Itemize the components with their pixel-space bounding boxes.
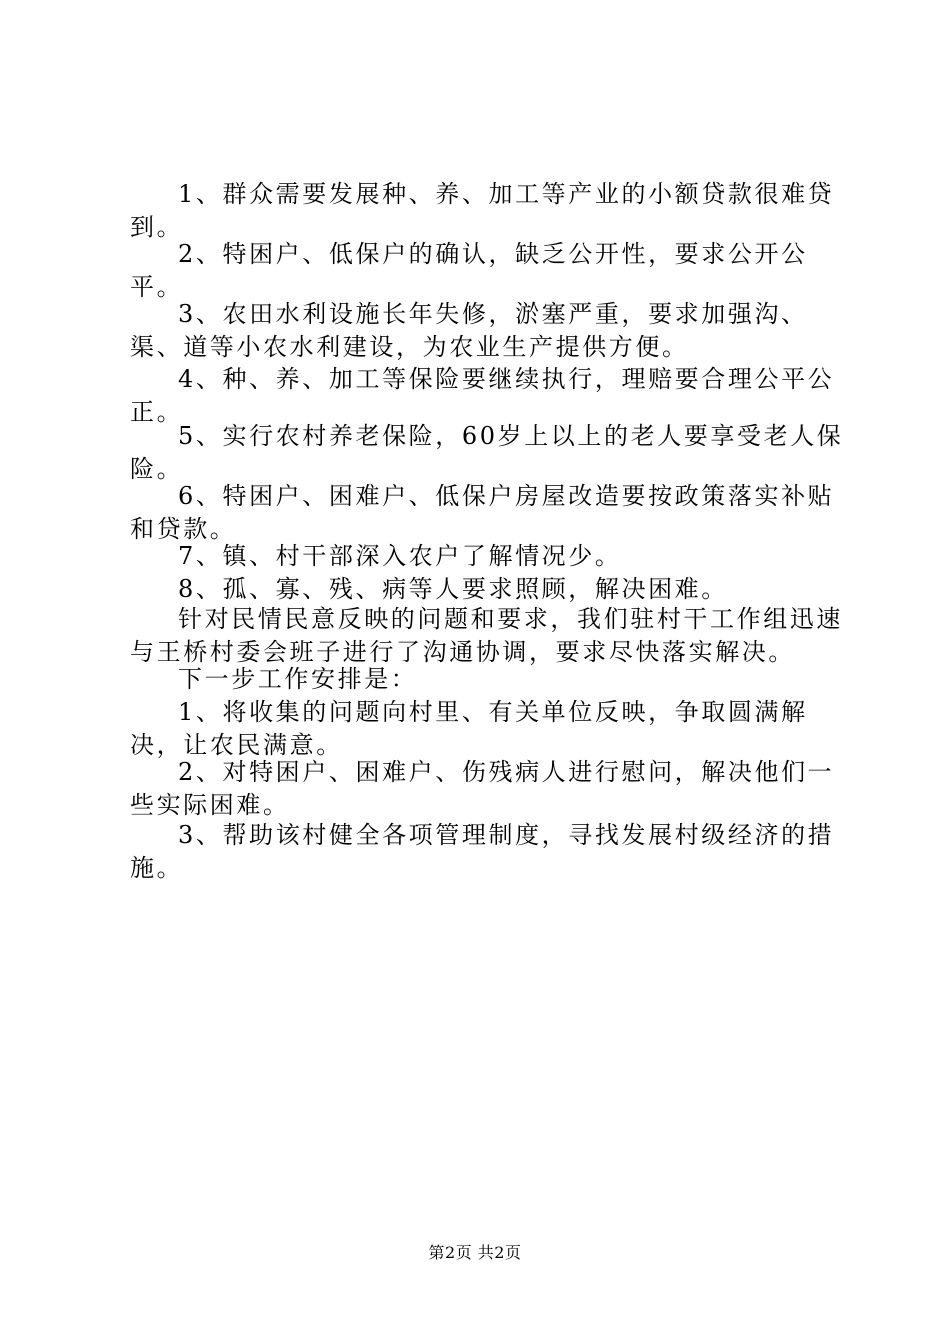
- paragraph-6: 6、特困户、困难户、低保户房屋改造要按政策落实补贴和贷款。: [130, 482, 835, 543]
- paragraph-3: 3、农田水利设施长年失修，淤塞严重，要求加强沟、渠、道等小农水利建设，为农业生产提供方便。: [130, 300, 808, 361]
- paragraph-11: 1、将收集的问题向村里、有关单位反映，争取圆满解决，让农民满意。: [130, 698, 808, 759]
- paragraph-2: 2、特困户、低保户的确认，缺乏公开性，要求公开公平。: [130, 240, 808, 301]
- paragraph-8: 8、孤、寡、残、病等人要求照顾，解决困难。: [178, 575, 728, 603]
- paragraph-13: 3、帮助该村健全各项管理制度，寻找发展村级经济的措施。: [130, 821, 835, 882]
- paragraph-7: 7、镇、村干部深入农户了解情况少。: [178, 542, 622, 570]
- paragraph-1: 1、群众需要发展种、养、加工等产业的小额贷款很难贷到。: [130, 180, 835, 241]
- paragraph-10: 下一步工作安排是：: [178, 665, 418, 693]
- paragraph-4: 4、种、养、加工等保险要继续执行，理赔要合理公平公正。: [130, 365, 835, 426]
- page-footer: 第2页 共2页: [428, 1243, 522, 1262]
- paragraph-5: 5、实行农村养老保险，60岁上以上的老人要享受老人保险。: [130, 422, 844, 483]
- paragraph-9: 针对民情民意反映的问题和要求，我们驻村干工作组迅速与王桥村委会班子进行了沟通协调，要求尽快落实解决。: [130, 605, 843, 666]
- paragraph-12: 2、对特困户、困难户、伤残病人进行慰问，解决他们一些实际困难。: [130, 758, 835, 819]
